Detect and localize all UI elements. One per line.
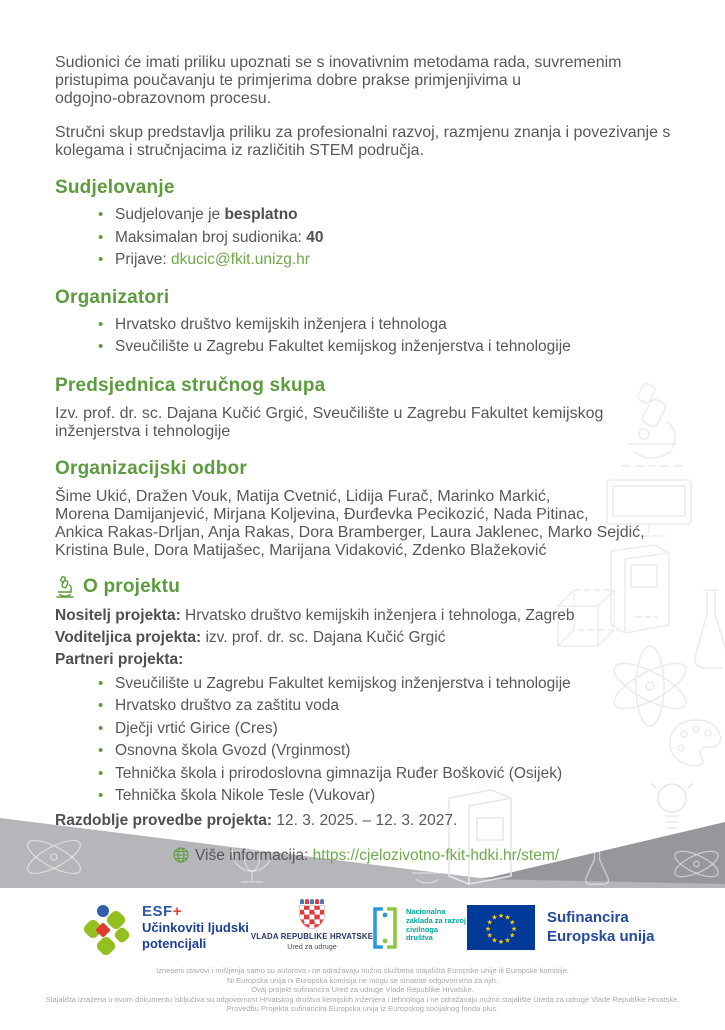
sudjelovanje-list — [55, 204, 677, 272]
eu-logo — [467, 905, 655, 950]
zaklada-logo — [371, 906, 466, 952]
section-title-o-projektu-row — [55, 576, 677, 598]
list-item: • Sveučilište u Zagrebu Fakultet kemijskog inženjerstva i tehnologije — [95, 673, 677, 696]
svg-text:★: ★ — [509, 918, 516, 927]
esf-text-block — [142, 903, 254, 956]
field-label: Nositelj projekta: — [55, 606, 181, 624]
disclaimer-line: Ovaj projekt sufinancira Ured za udruge Vlade Republike Hrvatske. — [251, 985, 474, 995]
nositelj-line — [55, 605, 677, 627]
eu-text-line: Sufinancira — [547, 909, 629, 926]
flask-doodle-icon — [694, 588, 725, 680]
microscope-icon — [55, 576, 75, 598]
svg-text:★: ★ — [491, 913, 498, 922]
list-item: • Osnovna škola Gvozd (Vrginmost) — [95, 740, 677, 763]
voditeljica-line — [55, 627, 677, 649]
paragraph-line: Kristina Bule, Dora Matijašec, Marijana Vidaković, Zdenko Blažeković — [55, 541, 547, 559]
list-item: • Sveučilište u Zagrebu Fakultet kemijskog inženjerstva i tehnologije — [95, 336, 677, 359]
coat-of-arms-crown — [299, 899, 325, 904]
esf-plus: + — [172, 903, 182, 920]
section-title-odbor: Organizacijski odbor — [55, 457, 247, 479]
field-value: 12. 3. 2025. – 12. 3. 2027. — [272, 811, 458, 829]
field-value: izv. prof. dr. sc. Dajana Kučić Grgić — [201, 628, 446, 646]
svg-text:★: ★ — [497, 912, 505, 920]
list-item-text: Maksimalan broj sudionika: — [115, 228, 307, 246]
field-label: Partneri projekta: — [55, 650, 184, 668]
zaklada-brackets-icon — [371, 906, 399, 952]
zaklada-text: Nacionalna zaklada za razvoj civilnoga društva — [406, 907, 466, 943]
esf-tagline: Učinkoviti ljudski potencijali — [142, 920, 249, 951]
eu-flag-icon — [467, 905, 535, 950]
email-link[interactable]: dkucic@fkit.unizg.hr — [171, 251, 310, 268]
list-item — [95, 249, 677, 272]
svg-text:★: ★ — [484, 925, 492, 933]
intro-line: odgojno-obrazovnom procesu. — [55, 90, 272, 107]
eu-text — [547, 909, 655, 946]
list-item-bold: besplatno — [224, 206, 298, 223]
section-title-organizatori: Organizatori — [55, 286, 170, 308]
field-value: Hrvatsko društvo kemijskih inženjera i tehnologa, Zagreb — [180, 606, 575, 624]
flyer-content — [55, 46, 677, 866]
esf-flower-icon — [83, 903, 133, 956]
svg-text:★: ★ — [504, 913, 511, 922]
eu-text-line: Europska unija — [547, 927, 655, 945]
list-item: • Tehnička škola i prirodoslovna gimnazija Ruđer Bošković (Osijek) — [95, 763, 677, 786]
paragraph-line: Morena Damijanjević, Mirjana Koljevina, Đurđevka Pecikozić, Nada Pitinac, — [55, 505, 589, 523]
info-label: Više informacija: — [194, 846, 313, 864]
svg-text:★: ★ — [486, 918, 493, 927]
globe-icon — [173, 847, 189, 863]
list-item — [95, 204, 677, 227]
field-label: Razdoblje provedbe projekta: — [55, 811, 273, 829]
svg-text:★: ★ — [486, 931, 493, 940]
croatian-coat-of-arms-icon — [299, 899, 325, 929]
partneri-list — [55, 673, 677, 808]
esf-logo — [83, 903, 254, 956]
field-label: Voditeljica projekta: — [55, 628, 202, 646]
list-item: • Hrvatsko društvo kemijskih inženjera i tehnologa — [95, 314, 677, 337]
section-title-sudjelovanje: Sudjelovanje — [55, 177, 175, 198]
esf-wordmark — [142, 904, 254, 920]
list-item — [95, 227, 677, 250]
website-link[interactable]: https://cjelozivotno-fkit-hdki.hr/stem/ — [312, 846, 560, 864]
paragraph-line: inženjerstva i tehnologije — [55, 422, 231, 440]
list-item: • Hrvatsko društvo za zaštitu voda — [95, 695, 677, 718]
vlada-subtitle: Ured za udruge — [287, 942, 337, 951]
paragraph-line: Šime Ukić, Dražen Vouk, Matija Cvetnić, Lidija Furač, Marinko Markić, — [55, 487, 551, 505]
svg-text:★: ★ — [497, 938, 505, 946]
esf-name: ESF — [142, 903, 173, 920]
paragraph-line: Ankica Rakas-Drljan, Anja Rakas, Dora Bramberger, Laura Jaklenec, Marko Sejdić, — [55, 523, 645, 541]
svg-text:★: ★ — [510, 925, 518, 933]
list-item: • Dječji vrtić Girice (Cres) — [95, 718, 677, 741]
disclaimer-text — [0, 966, 725, 1014]
list-item-text: Sudjelovanje je — [115, 206, 225, 223]
vlada-title: VLADA REPUBLIKE HRVATSKE — [250, 932, 374, 941]
disclaimer-line: Stajališta izražena u ovom dokumentu isključiva su odgovornost Hrvatskog društva kemijskih inženjera i tehnologa i ne odražavaju nužno stajalište Ureda za udruge Vlade Republike Hrvatske. — [45, 994, 680, 1004]
disclaimer-line: Ni Europska unija ni Europska komisija ne mogu se smatrati odgovornima za njih. — [227, 975, 498, 985]
intro-line: Stručni skup predstavlja priliku za profesionalni razvoj, razmjenu znanja i povezivanje s — [55, 124, 671, 141]
intro-line: kolegama i stručnjacima iz različitih STEM područja. — [55, 142, 425, 159]
info-line — [55, 846, 677, 866]
paragraph-line: Izv. prof. dr. sc. Dajana Kučić Grgić, Sveučilište u Zagrebu Fakultet kemijskog — [55, 404, 604, 422]
disclaimer-line: Provedbu Projekta sufinancira Europska unija iz Europskog socijalnog fonda plus. — [226, 1004, 499, 1014]
vlada-logo — [250, 899, 374, 951]
partneri-label-line — [55, 649, 677, 671]
list-item-text: Prijave: — [115, 251, 171, 268]
svg-text:★: ★ — [491, 936, 498, 945]
razdoblje-line — [55, 810, 677, 832]
intro-line: Sudionici će imati priliku upoznati se s inovativnim metodama rada, suvremenim — [55, 54, 622, 71]
section-title-o-projektu: O projektu — [83, 575, 181, 597]
list-item-bold: 40 — [306, 228, 324, 246]
svg-text:★: ★ — [509, 931, 516, 940]
section-title-predsjednica: Predsjednica stručnog skupa — [55, 374, 326, 396]
disclaimer-line: Izneseni stavovi i mišljenja samo su autorova i ne odražavaju nužno službena stajališta Europske unije ili Europske komisije. — [156, 966, 569, 975]
svg-text:★: ★ — [504, 936, 511, 945]
coat-of-arms-shield — [299, 905, 325, 929]
intro-line: pristupima poučavanju te primjerima dobre prakse primjenjivima u — [55, 72, 521, 89]
organizatori-list — [55, 314, 677, 359]
list-item: • Tehnička škola Nikole Tesle (Vukovar) — [95, 785, 677, 808]
